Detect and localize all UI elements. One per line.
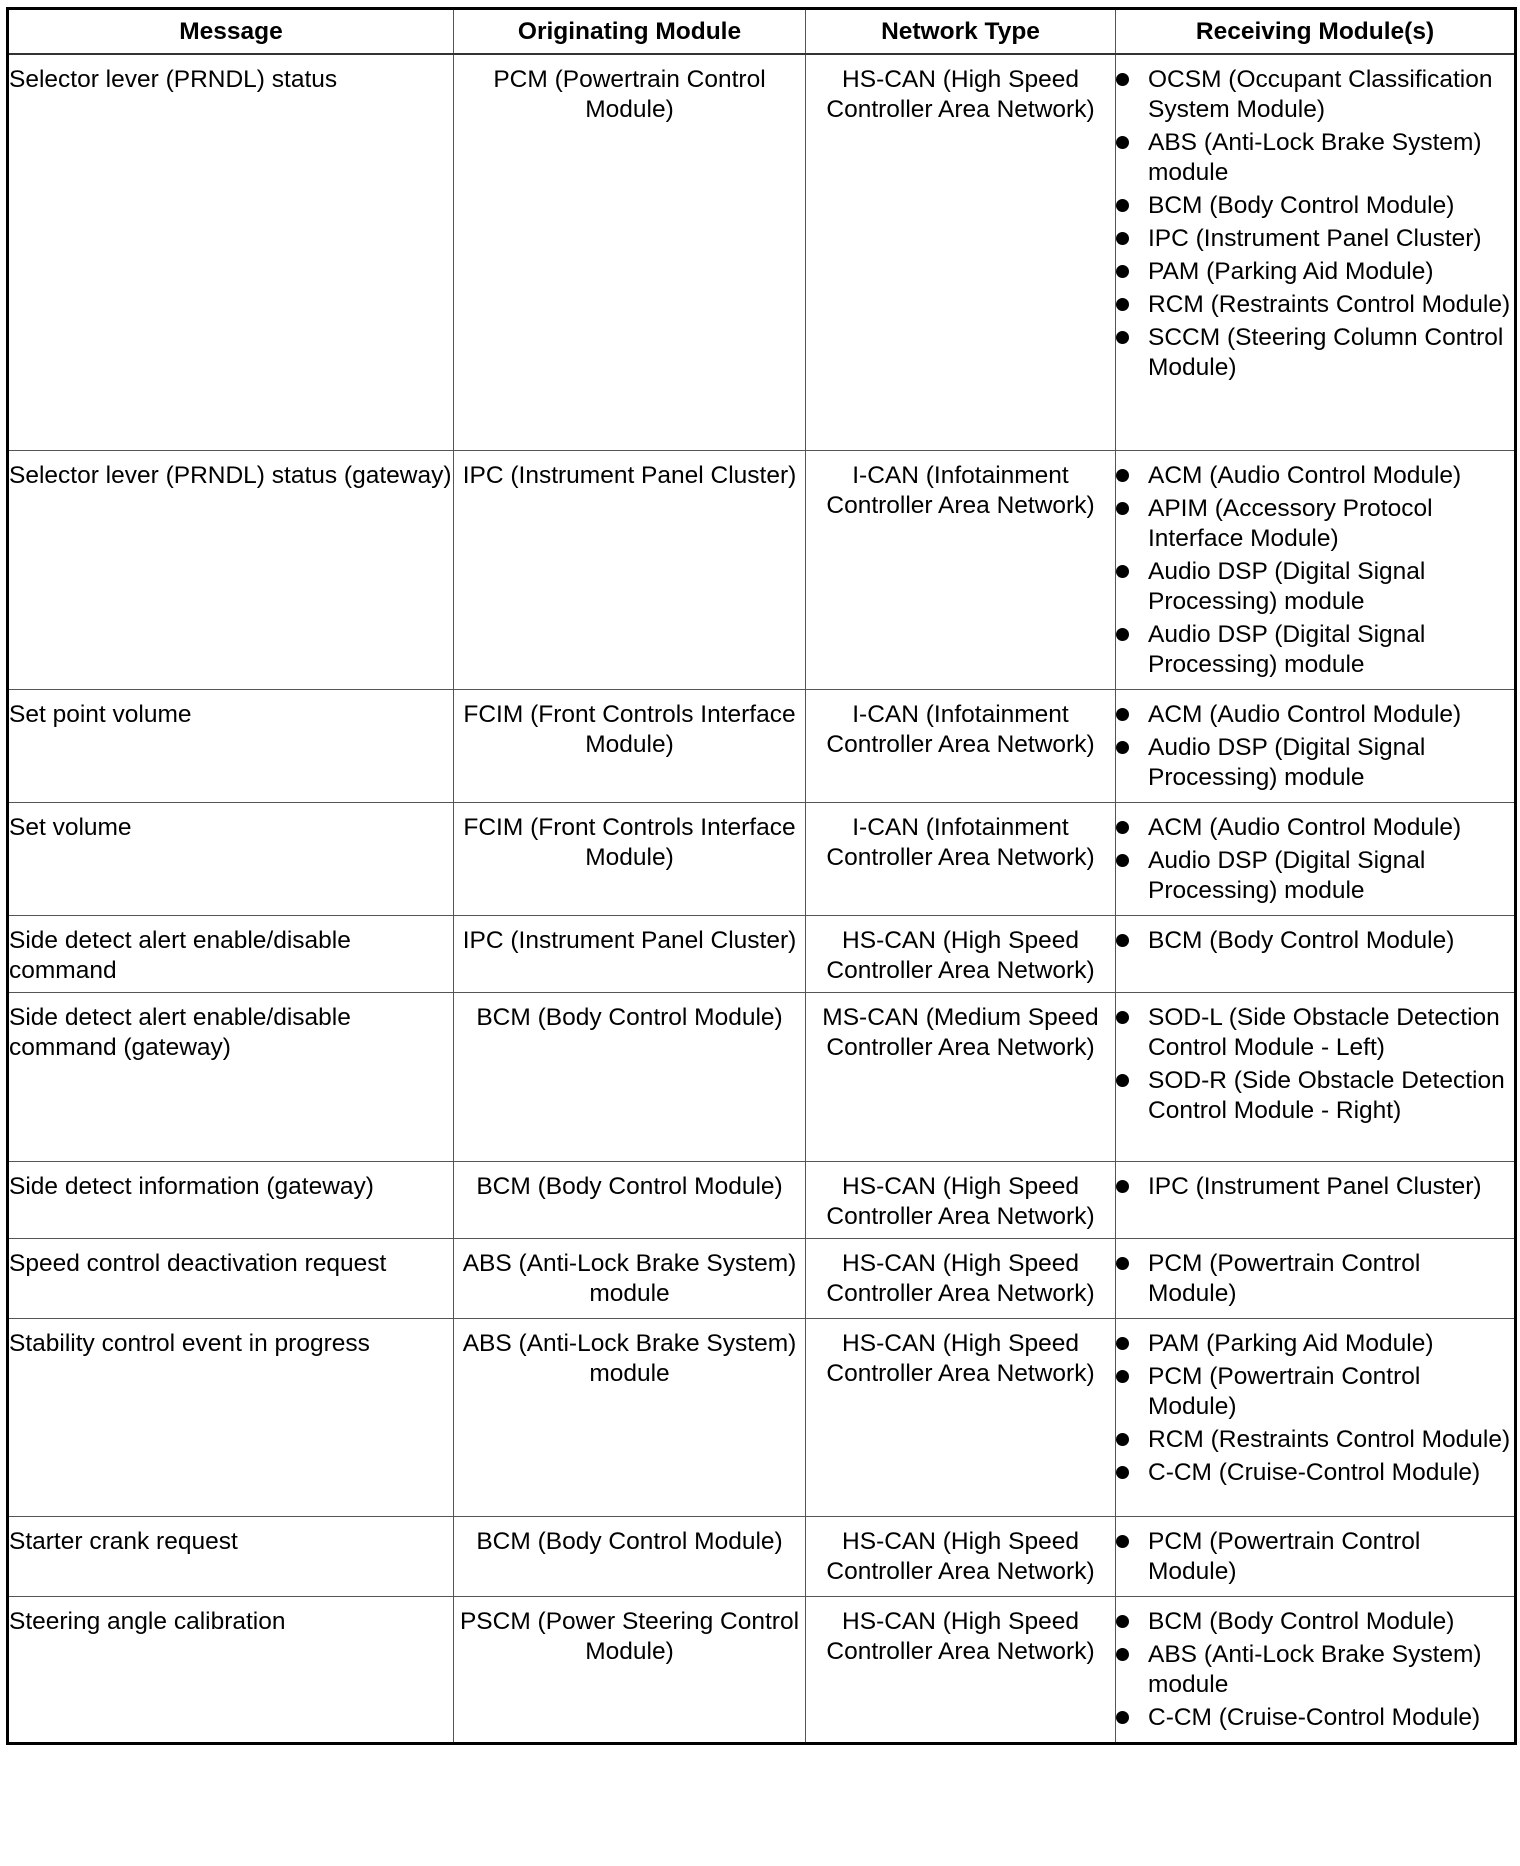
receiving-module-text: C-CM (Cruise-Control Module) — [1148, 1458, 1481, 1486]
cell-message: Set volume — [8, 802, 454, 915]
cell-message: Side detect information (gateway) — [8, 1161, 454, 1238]
list-item — [1116, 323, 1514, 383]
bullet-icon — [1116, 502, 1129, 515]
receiving-module-text: Audio DSP (Digital Signal Processing) module — [1148, 846, 1426, 904]
receiving-module-list — [1116, 1527, 1514, 1587]
list-item — [1116, 700, 1514, 730]
list-item — [1116, 1172, 1514, 1202]
receiving-module-text: ABS (Anti-Lock Brake System) module — [1148, 1640, 1482, 1698]
cell-receiving-modules — [1116, 802, 1516, 915]
table-row — [8, 1516, 1516, 1596]
table-row — [8, 1318, 1516, 1516]
bullet-icon — [1116, 73, 1129, 86]
cell-network-type: MS-CAN (Medium Speed Controller Area Network) — [806, 992, 1116, 1161]
bullet-icon — [1116, 232, 1129, 245]
receiving-module-text: PAM (Parking Aid Module) — [1148, 258, 1434, 285]
bullet-icon — [1116, 136, 1129, 149]
receiving-module-text: APIM (Accessory Protocol Interface Module) — [1148, 494, 1433, 552]
bullet-icon — [1116, 1257, 1129, 1270]
cell-originating-module: BCM (Body Control Module) — [454, 992, 806, 1161]
receiving-module-text: PCM (Powertrain Control Module) — [1148, 1249, 1421, 1307]
table-row — [8, 54, 1516, 450]
receiving-module-list — [1116, 1172, 1514, 1202]
message-table — [6, 7, 1517, 1745]
cell-network-type: HS-CAN (High Speed Controller Area Network) — [806, 1318, 1116, 1516]
cell-network-type: HS-CAN (High Speed Controller Area Network) — [806, 54, 1116, 450]
list-item — [1116, 1703, 1514, 1733]
cell-receiving-modules — [1116, 1596, 1516, 1743]
receiving-module-list — [1116, 926, 1514, 956]
list-item — [1116, 1003, 1514, 1063]
list-item — [1116, 290, 1514, 320]
table-row — [8, 1596, 1516, 1743]
list-item — [1116, 926, 1514, 956]
cell-receiving-modules — [1116, 1318, 1516, 1516]
cell-message: Starter crank request — [8, 1516, 454, 1596]
bullet-icon — [1116, 821, 1129, 834]
cell-receiving-modules — [1116, 450, 1516, 689]
receiving-module-list — [1116, 1003, 1514, 1126]
bullet-icon — [1116, 1711, 1129, 1724]
list-item — [1116, 494, 1514, 554]
header-row — [8, 9, 1516, 55]
list-item — [1116, 846, 1514, 906]
cell-network-type: HS-CAN (High Speed Controller Area Network) — [806, 1161, 1116, 1238]
list-item — [1116, 224, 1514, 254]
list-item — [1116, 1527, 1514, 1587]
list-item — [1116, 1640, 1514, 1700]
cell-originating-module: PSCM (Power Steering Control Module) — [454, 1596, 806, 1743]
cell-network-type: HS-CAN (High Speed Controller Area Network) — [806, 1516, 1116, 1596]
list-item — [1116, 1458, 1514, 1488]
cell-message: Side detect alert enable/disable command (gateway) — [8, 992, 454, 1161]
list-item — [1116, 733, 1514, 793]
bullet-icon — [1116, 1648, 1129, 1661]
receiving-module-text: Audio DSP (Digital Signal Processing) module — [1148, 733, 1426, 791]
list-item — [1116, 1249, 1514, 1309]
list-item — [1116, 1425, 1514, 1455]
table-row — [8, 802, 1516, 915]
receiving-module-text: PCM (Powertrain Control Module) — [1148, 1362, 1421, 1420]
receiving-module-list — [1116, 700, 1514, 793]
header-message: Message — [8, 9, 454, 55]
receiving-module-text: BCM (Body Control Module) — [1148, 926, 1455, 954]
cell-receiving-modules — [1116, 1238, 1516, 1318]
bullet-icon — [1116, 331, 1129, 344]
receiving-module-text: IPC (Instrument Panel Cluster) — [1148, 225, 1482, 252]
cell-originating-module: FCIM (Front Controls Interface Module) — [454, 802, 806, 915]
cell-message: Side detect alert enable/disable command — [8, 915, 454, 992]
header-receiving-modules: Receiving Module(s) — [1116, 9, 1516, 55]
table-row — [8, 1238, 1516, 1318]
receiving-module-text: SOD-R (Side Obstacle Detection Control Module - Right) — [1148, 1066, 1505, 1124]
bullet-icon — [1116, 741, 1129, 754]
cell-receiving-modules — [1116, 689, 1516, 802]
bullet-icon — [1116, 1180, 1129, 1193]
cell-network-type: HS-CAN (High Speed Controller Area Network) — [806, 1596, 1116, 1743]
bullet-icon — [1116, 1370, 1129, 1383]
cell-message: Selector lever (PRNDL) status (gateway) — [8, 450, 454, 689]
bullet-icon — [1116, 298, 1129, 311]
table-row — [8, 450, 1516, 689]
list-item — [1116, 65, 1514, 125]
cell-message: Set point volume — [8, 689, 454, 802]
cell-originating-module: IPC (Instrument Panel Cluster) — [454, 915, 806, 992]
bullet-icon — [1116, 1011, 1129, 1024]
receiving-module-text: SCCM (Steering Column Control Module) — [1148, 324, 1504, 381]
list-item — [1116, 557, 1514, 617]
receiving-module-list — [1116, 1329, 1514, 1488]
bullet-icon — [1116, 265, 1129, 278]
list-item — [1116, 461, 1514, 491]
cell-message: Stability control event in progress — [8, 1318, 454, 1516]
header-originating-module: Originating Module — [454, 9, 806, 55]
receiving-module-text: IPC (Instrument Panel Cluster) — [1148, 1172, 1482, 1200]
bullet-icon — [1116, 708, 1129, 721]
bullet-icon — [1116, 1535, 1129, 1548]
list-item — [1116, 1329, 1514, 1359]
cell-receiving-modules — [1116, 1161, 1516, 1238]
table-row — [8, 689, 1516, 802]
list-item — [1116, 1066, 1514, 1126]
cell-originating-module: PCM (Powertrain Control Module) — [454, 54, 806, 450]
bullet-icon — [1116, 1337, 1129, 1350]
receiving-module-text: BCM (Body Control Module) — [1148, 192, 1455, 219]
receiving-module-text: C-CM (Cruise-Control Module) — [1148, 1703, 1481, 1731]
list-item — [1116, 813, 1514, 843]
bullet-icon — [1116, 469, 1129, 482]
header-network-type: Network Type — [806, 9, 1116, 55]
cell-network-type: I-CAN (Infotainment Controller Area Network) — [806, 450, 1116, 689]
table-row — [8, 1161, 1516, 1238]
cell-network-type: HS-CAN (High Speed Controller Area Network) — [806, 1238, 1116, 1318]
receiving-module-list — [1116, 1249, 1514, 1309]
list-item — [1116, 1607, 1514, 1637]
receiving-module-text: ACM (Audio Control Module) — [1148, 700, 1462, 728]
bullet-icon — [1116, 854, 1129, 867]
bullet-icon — [1116, 1433, 1129, 1446]
cell-originating-module: BCM (Body Control Module) — [454, 1161, 806, 1238]
receiving-module-list — [1116, 461, 1514, 680]
receiving-module-text: ACM (Audio Control Module) — [1148, 461, 1462, 489]
cell-network-type: HS-CAN (High Speed Controller Area Network) — [806, 915, 1116, 992]
receiving-module-text: OCSM (Occupant Classification System Module) — [1148, 66, 1493, 123]
list-item — [1116, 1362, 1514, 1422]
receiving-module-text: BCM (Body Control Module) — [1148, 1607, 1455, 1635]
table-header — [8, 9, 1516, 55]
receiving-module-text: SOD-L (Side Obstacle Detection Control Module - Left) — [1148, 1003, 1500, 1061]
cell-receiving-modules — [1116, 1516, 1516, 1596]
bullet-icon — [1116, 565, 1129, 578]
cell-receiving-modules — [1116, 915, 1516, 992]
bullet-icon — [1116, 628, 1129, 641]
cell-receiving-modules — [1116, 54, 1516, 450]
list-item — [1116, 191, 1514, 221]
cell-network-type: I-CAN (Infotainment Controller Area Network) — [806, 802, 1116, 915]
table-row — [8, 992, 1516, 1161]
list-item — [1116, 257, 1514, 287]
receiving-module-text: RCM (Restraints Control Module) — [1148, 291, 1511, 318]
table-row — [8, 915, 1516, 992]
receiving-module-list — [1116, 65, 1514, 383]
receiving-module-text: Audio DSP (Digital Signal Processing) module — [1148, 620, 1426, 678]
cell-message: Selector lever (PRNDL) status — [8, 54, 454, 450]
list-item — [1116, 620, 1514, 680]
bullet-icon — [1116, 1466, 1129, 1479]
cell-originating-module: ABS (Anti-Lock Brake System) module — [454, 1318, 806, 1516]
cell-message: Steering angle calibration — [8, 1596, 454, 1743]
cell-receiving-modules — [1116, 992, 1516, 1161]
receiving-module-text: PCM (Powertrain Control Module) — [1148, 1527, 1421, 1585]
cell-originating-module: IPC (Instrument Panel Cluster) — [454, 450, 806, 689]
receiving-module-text: PAM (Parking Aid Module) — [1148, 1329, 1434, 1357]
list-item — [1116, 128, 1514, 188]
cell-originating-module: ABS (Anti-Lock Brake System) module — [454, 1238, 806, 1318]
table-body — [8, 54, 1516, 1743]
cell-network-type: I-CAN (Infotainment Controller Area Network) — [806, 689, 1116, 802]
bullet-icon — [1116, 934, 1129, 947]
bullet-icon — [1116, 199, 1129, 212]
cell-originating-module: BCM (Body Control Module) — [454, 1516, 806, 1596]
receiving-module-list — [1116, 813, 1514, 906]
receiving-module-text: ABS (Anti-Lock Brake System) module — [1148, 129, 1482, 186]
receiving-module-text: ACM (Audio Control Module) — [1148, 813, 1462, 841]
receiving-module-list — [1116, 1607, 1514, 1733]
bullet-icon — [1116, 1074, 1129, 1087]
cell-originating-module: FCIM (Front Controls Interface Module) — [454, 689, 806, 802]
cell-message: Speed control deactivation request — [8, 1238, 454, 1318]
receiving-module-text: RCM (Restraints Control Module) — [1148, 1425, 1511, 1453]
receiving-module-text: Audio DSP (Digital Signal Processing) module — [1148, 557, 1426, 615]
bullet-icon — [1116, 1615, 1129, 1628]
